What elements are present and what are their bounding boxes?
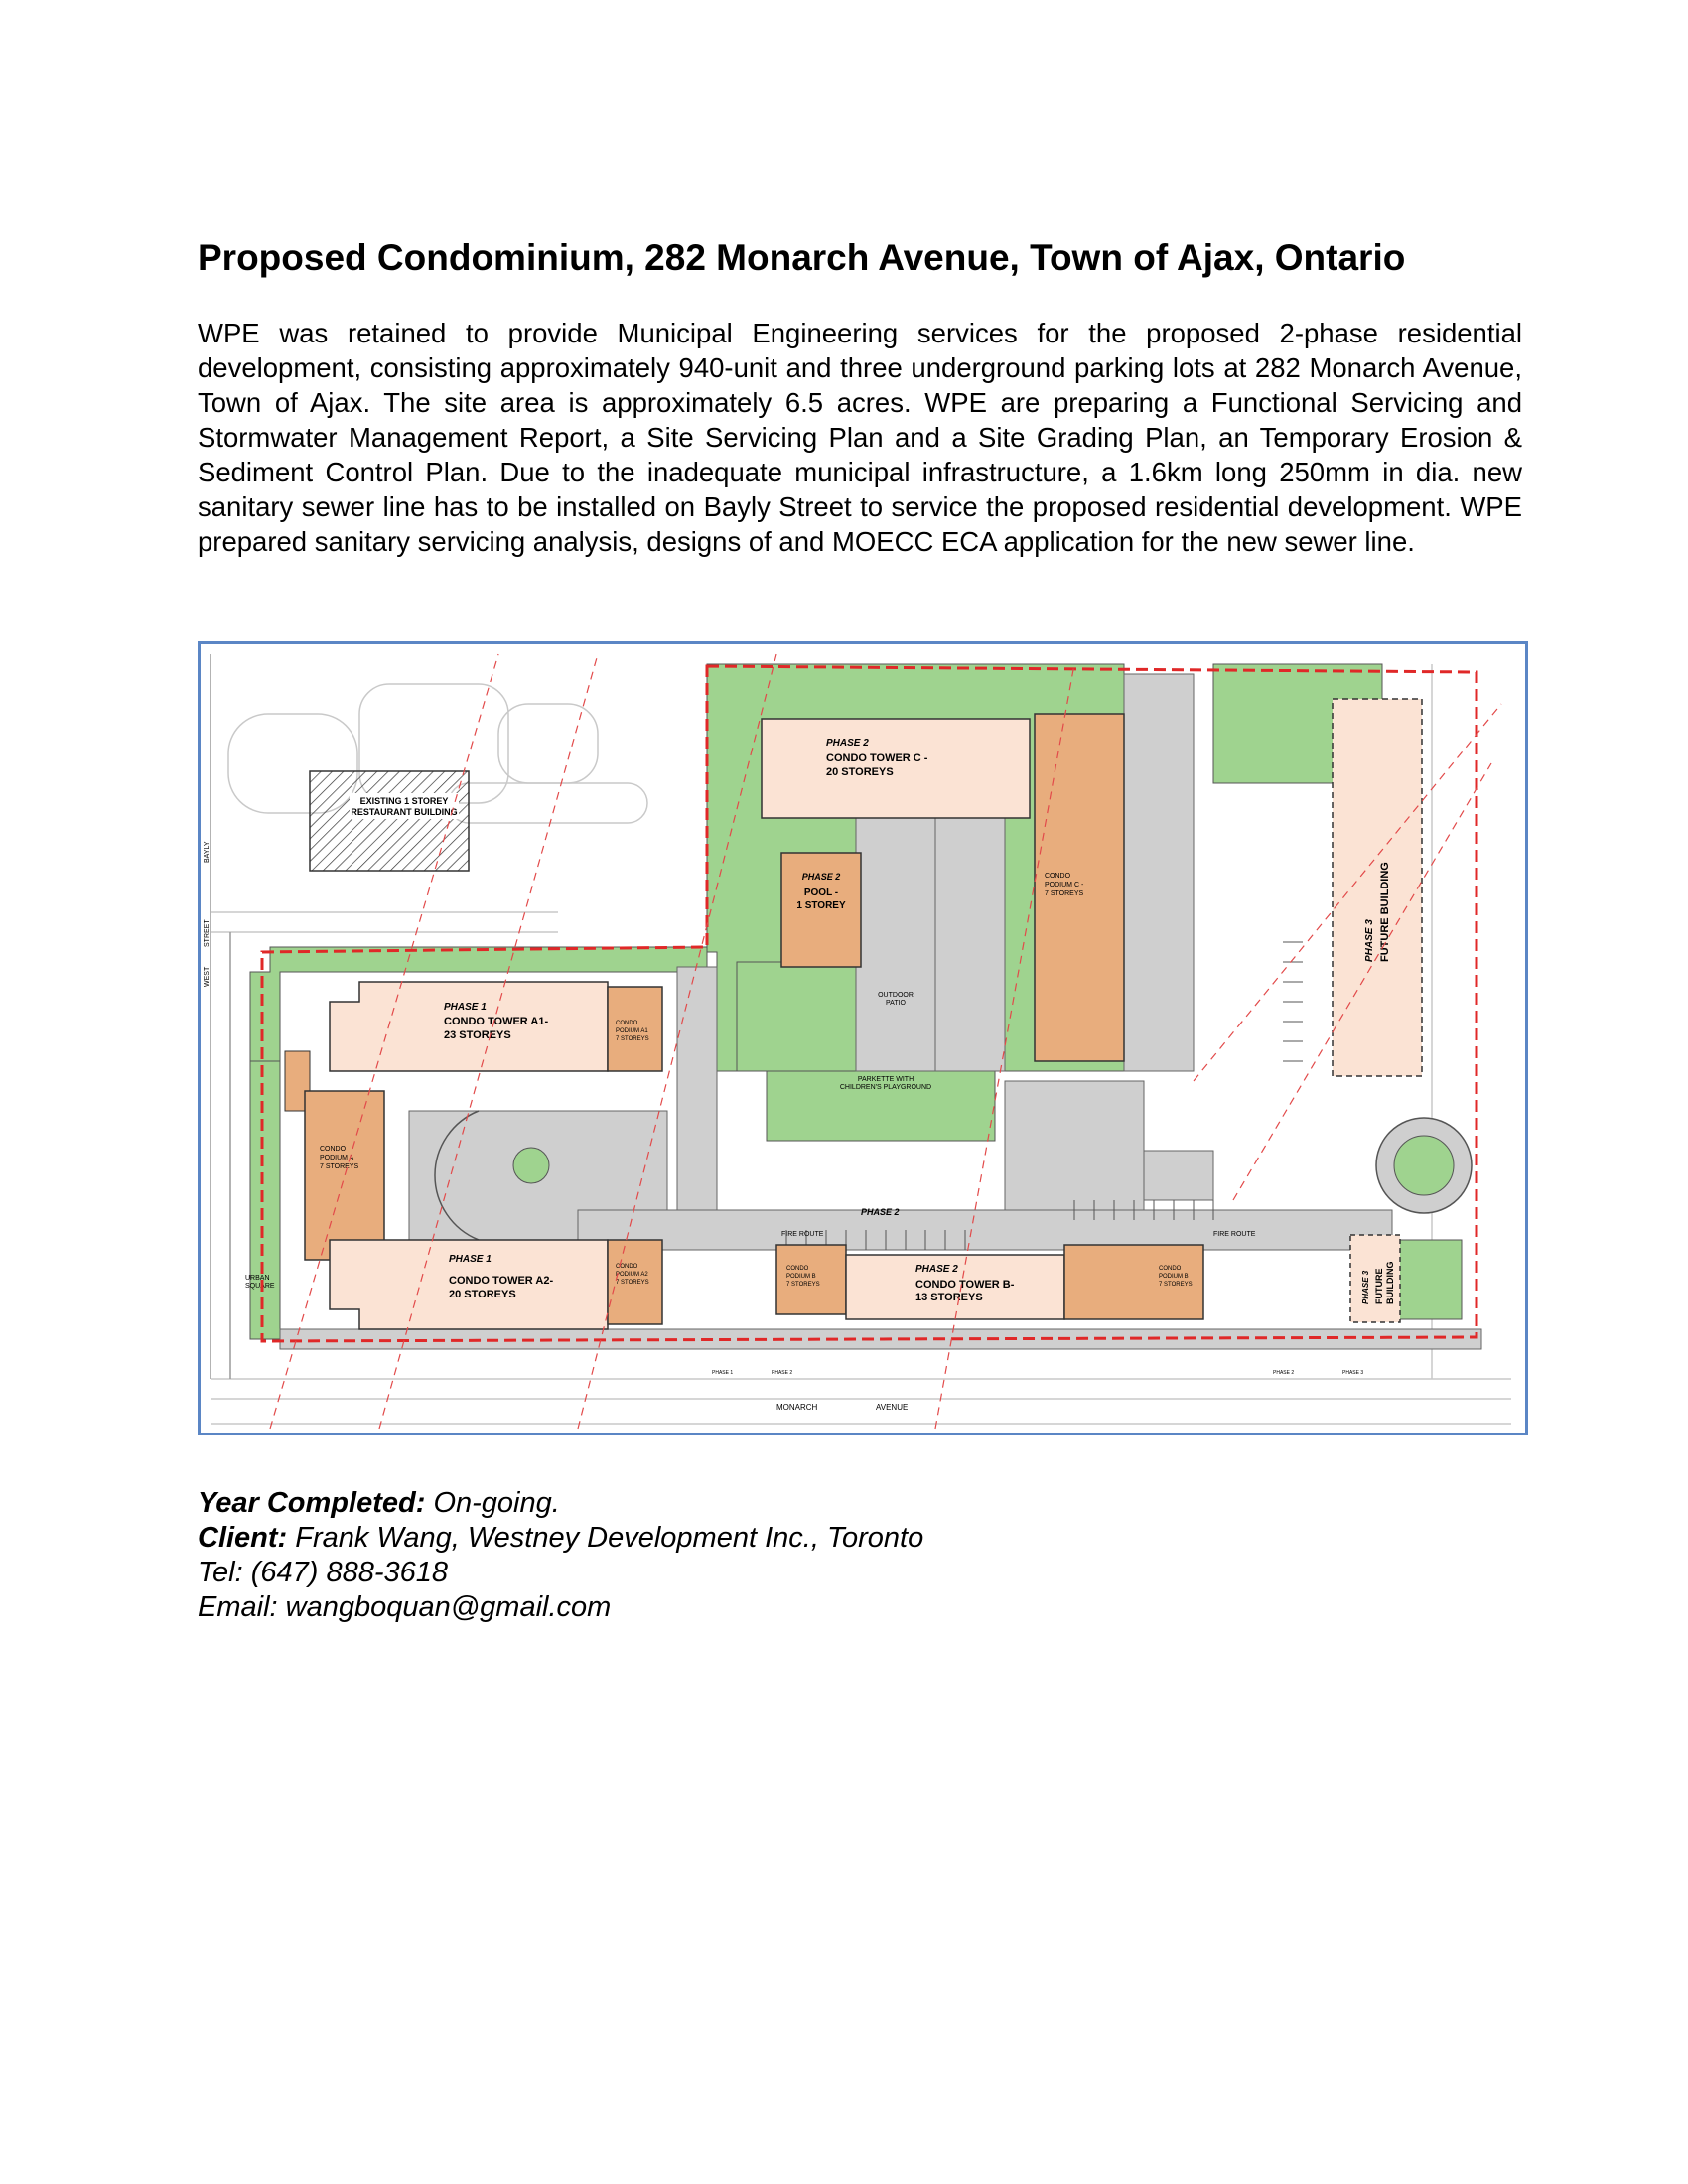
tower-b-name: CONDO TOWER B- bbox=[915, 1279, 1015, 1291]
year-completed-value: On-going. bbox=[433, 1487, 560, 1519]
restaurant-label-2: RESTAURANT BUILDING bbox=[351, 807, 458, 817]
podium-a2-label-1: CONDO bbox=[616, 1264, 638, 1270]
podium-c-label-2: PODIUM C - bbox=[1045, 882, 1084, 888]
site-plan-svg bbox=[201, 644, 1525, 1433]
client-label: Client: bbox=[198, 1522, 288, 1554]
parkette-label-2: CHILDREN'S PLAYGROUND bbox=[839, 1084, 932, 1091]
bayly-street-label-2: STREET bbox=[204, 919, 211, 947]
pool-building bbox=[781, 853, 861, 967]
tower-c-name: CONDO TOWER C - bbox=[826, 752, 928, 764]
podium-b1-label-1: CONDO bbox=[786, 1266, 809, 1272]
client-row bbox=[198, 1521, 1488, 1556]
future-east-label: FUTURE BUILDING bbox=[1379, 862, 1391, 962]
parkette-label-1: PARKETTE WITH bbox=[857, 1076, 914, 1083]
pool-storeys: 1 STOREY bbox=[796, 900, 846, 911]
tower-a2-phase: PHASE 1 bbox=[449, 1254, 492, 1265]
podium-a2-label-3: 7 STOREYS bbox=[616, 1280, 649, 1286]
tower-a2-storeys: 20 STOREYS bbox=[449, 1289, 516, 1300]
phase2-road-label: PHASE 2 bbox=[861, 1207, 900, 1217]
future-east-phase: PHASE 3 bbox=[1364, 919, 1375, 962]
pool-phase: PHASE 2 bbox=[801, 872, 841, 882]
condo-podium-c bbox=[1035, 714, 1124, 1061]
tower-a1-phase: PHASE 1 bbox=[444, 1002, 487, 1013]
telephone: Tel: (647) 888-3618 bbox=[198, 1557, 449, 1588]
podium-b2-label-3: 7 STOREYS bbox=[1159, 1282, 1193, 1288]
condo-tower-a2 bbox=[330, 1240, 662, 1329]
patio-label-1: OUTDOOR bbox=[878, 992, 914, 999]
future-building-se bbox=[1350, 1235, 1400, 1322]
existing-restaurant-building bbox=[310, 771, 469, 871]
bayly-street-label-3: WEST bbox=[204, 966, 211, 987]
phase-legend-2: PHASE 2 bbox=[772, 1370, 793, 1376]
bayly-street-label-1: BAYLY bbox=[204, 841, 211, 863]
phase-legend-1: PHASE 1 bbox=[712, 1370, 734, 1376]
monarch-street-label-2: AVENUE bbox=[876, 1403, 909, 1412]
future-building-east bbox=[1333, 699, 1422, 1076]
phase-legend-east-1: PHASE 2 bbox=[1273, 1370, 1295, 1376]
monarch-street-label-1: MONARCH bbox=[776, 1403, 818, 1412]
email: Email: wangboquan@gmail.com bbox=[198, 1591, 612, 1623]
urban-square-label-2: SQUARE bbox=[245, 1283, 275, 1290]
podium-a1-label-3: 7 STOREYS bbox=[616, 1036, 649, 1042]
tower-a1-storeys: 23 STOREYS bbox=[444, 1029, 511, 1041]
project-description: WPE was retained to provide Municipal Engineering services for the proposed 2-phase residential development, consisting approximately 940-unit and three underground parking lots at 282 Monarch Avenue, Town of Ajax. The site area is approximately 6.5 acres. WPE are preparing a Functional Servicing and Stormwater Management Report, a Site Servicing Plan and a Site Grading Plan, an Temporary Erosion & Sediment Control Plan. Due to the inadequate municipal infrastructure, a 1.6km long 250mm in dia. new sanitary sewer line has to be installed on Bayly Street to service the proposed residential development. WPE prepared sanitary servicing analysis, designs of and MOECC ECA application for the new sewer line. bbox=[198, 318, 1522, 557]
fire-route-east-label: FIRE ROUTE bbox=[1213, 1231, 1256, 1238]
pool-name: POOL - bbox=[803, 887, 839, 898]
tower-b-storeys: 13 STOREYS bbox=[915, 1292, 983, 1303]
podium-c-label-3: 7 STOREYS bbox=[1045, 890, 1084, 897]
restaurant-label-1: EXISTING 1 STOREY bbox=[359, 796, 449, 806]
site-plan-drawing bbox=[198, 641, 1528, 1435]
urban-square-label-1: URBAN bbox=[245, 1275, 270, 1282]
podium-a1-label-1: CONDO bbox=[616, 1021, 638, 1026]
future-se-label-1: FUTURE bbox=[1374, 1268, 1384, 1304]
tower-a1-name: CONDO TOWER A1- bbox=[444, 1016, 549, 1027]
condo-tower-b bbox=[776, 1245, 1203, 1319]
tower-c-phase: PHASE 2 bbox=[826, 738, 869, 749]
tower-c-storeys: 20 STOREYS bbox=[826, 766, 894, 778]
condo-tower-c bbox=[762, 719, 1030, 818]
podium-b2-label-2: PODIUM B bbox=[1159, 1274, 1189, 1280]
tower-b-phase: PHASE 2 bbox=[915, 1264, 958, 1275]
podium-b1-label-3: 7 STOREYS bbox=[786, 1282, 820, 1288]
bayly-street-edge bbox=[211, 654, 230, 1379]
future-se-phase: PHASE 3 bbox=[1361, 1270, 1370, 1304]
client-value: Frank Wang, Westney Development Inc., Toronto bbox=[295, 1522, 924, 1554]
podium-c-label-1: CONDO bbox=[1045, 873, 1071, 880]
podium-b2-label-1: CONDO bbox=[1159, 1266, 1182, 1272]
tower-a2-name: CONDO TOWER A2- bbox=[449, 1275, 554, 1287]
podium-a1-label-2: PODIUM A1 bbox=[616, 1028, 648, 1034]
condo-tower-a1 bbox=[330, 982, 662, 1071]
fire-route-west-label: FIRE ROUTE bbox=[781, 1231, 824, 1238]
project-details bbox=[198, 1486, 1488, 1625]
podium-a-label-2: PODIUM A bbox=[320, 1155, 354, 1161]
podium-b1-label-2: PODIUM B bbox=[786, 1274, 816, 1280]
podium-a2-label-2: PODIUM A2 bbox=[616, 1272, 648, 1278]
year-completed-label: Year Completed: bbox=[198, 1487, 426, 1519]
year-completed-row bbox=[198, 1486, 1488, 1521]
phase-legend-east-2: PHASE 3 bbox=[1342, 1370, 1364, 1376]
future-se-label-2: BUILDING bbox=[1385, 1261, 1395, 1304]
podium-a-label-1: CONDO bbox=[320, 1146, 347, 1153]
condo-podium-a bbox=[285, 1051, 384, 1260]
patio-label-2: PATIO bbox=[886, 1000, 906, 1007]
page-title: Proposed Condominium, 282 Monarch Avenue, Town of Ajax, Ontario bbox=[198, 237, 1406, 278]
roundabout bbox=[1376, 1118, 1472, 1213]
podium-a-label-3: 7 STOREYS bbox=[320, 1163, 359, 1170]
